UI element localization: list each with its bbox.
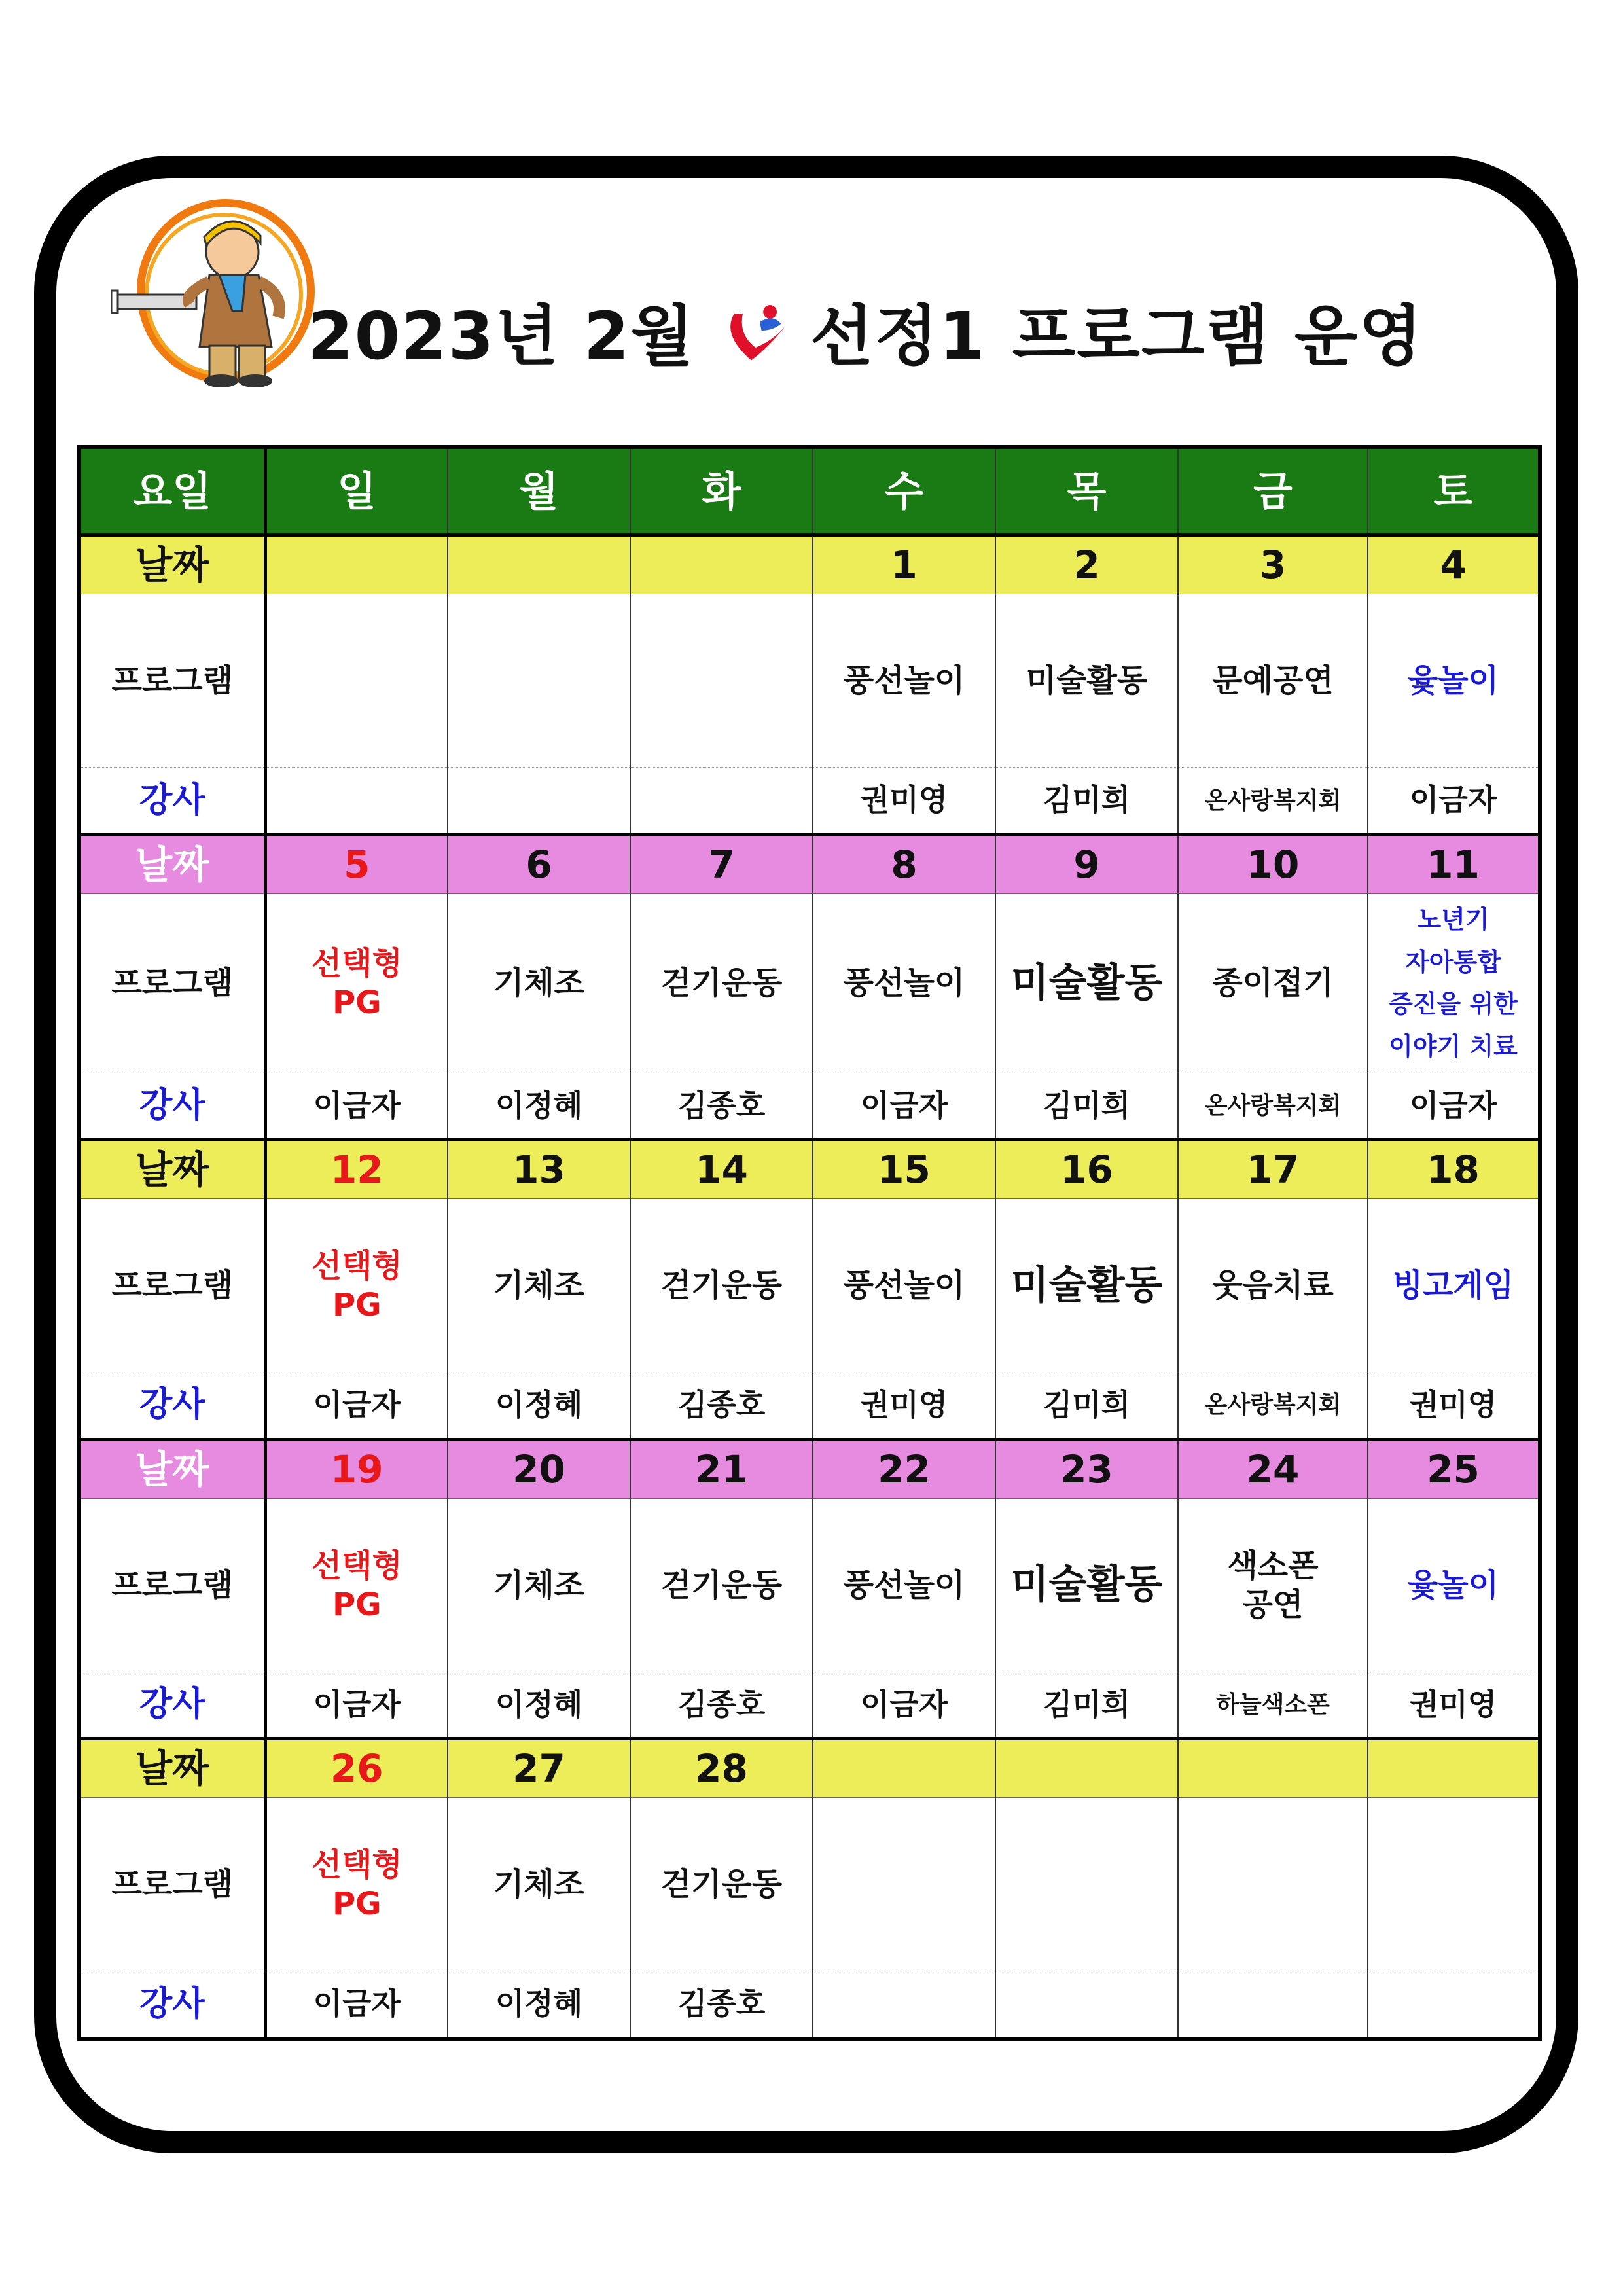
row-label-program: 프로그램 bbox=[79, 594, 265, 768]
program-cell bbox=[448, 594, 630, 768]
title-suffix: 프로그램 운영 bbox=[1012, 298, 1424, 374]
program-cell bbox=[630, 594, 813, 768]
date-cell: 24 bbox=[1178, 1439, 1368, 1498]
program-cell: 윷놀이 bbox=[1368, 1498, 1540, 1672]
date-cell bbox=[265, 535, 448, 594]
teacher-cell: 이정혜 bbox=[448, 1372, 630, 1440]
program-row bbox=[79, 1199, 1540, 1372]
program-cell: 미술활동 bbox=[995, 893, 1178, 1073]
weekday-thu: 목 bbox=[995, 447, 1178, 535]
teacher-cell: 김종호 bbox=[630, 1073, 813, 1140]
date-cell bbox=[813, 1739, 995, 1798]
row-label-date: 날짜 bbox=[79, 1439, 265, 1498]
date-cell: 15 bbox=[813, 1140, 995, 1199]
weekday-mon: 월 bbox=[448, 447, 630, 535]
program-cell bbox=[1178, 1798, 1368, 1971]
program-cell bbox=[995, 1798, 1178, 1971]
teacher-row bbox=[79, 768, 1540, 835]
teacher-row bbox=[79, 1073, 1540, 1140]
program-row bbox=[79, 1498, 1540, 1672]
program-cell: 풍선놀이 bbox=[813, 1498, 995, 1672]
program-cell: 미술활동 bbox=[995, 1199, 1178, 1372]
program-cell: 윷놀이 bbox=[1368, 594, 1540, 768]
date-cell: 27 bbox=[448, 1739, 630, 1798]
program-cell: 걷기운동 bbox=[630, 1199, 813, 1372]
teacher-cell: 하늘색소폰 bbox=[1178, 1672, 1368, 1739]
teacher-cell: 이금자 bbox=[1368, 1073, 1540, 1140]
date-cell bbox=[630, 535, 813, 594]
date-cell bbox=[995, 1739, 1178, 1798]
weekday-label: 요일 bbox=[79, 447, 265, 535]
row-label-program: 프로그램 bbox=[79, 1498, 265, 1672]
date-cell: 11 bbox=[1368, 834, 1540, 893]
program-cell bbox=[1368, 1798, 1540, 1971]
program-cell: 종이접기 bbox=[1178, 893, 1368, 1073]
teacher-cell: 이정혜 bbox=[448, 1672, 630, 1739]
date-cell: 28 bbox=[630, 1739, 813, 1798]
teacher-cell: 권미영 bbox=[1368, 1372, 1540, 1440]
date-cell bbox=[1368, 1739, 1540, 1798]
teacher-cell: 이금자 bbox=[265, 1073, 448, 1140]
teacher-cell: 김미희 bbox=[995, 1073, 1178, 1140]
row-label-program: 프로그램 bbox=[79, 1798, 265, 1971]
program-cell: 걷기운동 bbox=[630, 1798, 813, 1971]
weekday-fri: 금 bbox=[1178, 447, 1368, 535]
teacher-cell bbox=[1178, 1971, 1368, 2039]
row-label-teacher: 강사 bbox=[79, 1672, 265, 1739]
program-row bbox=[79, 594, 1540, 768]
date-cell: 4 bbox=[1368, 535, 1540, 594]
program-calendar-table bbox=[77, 445, 1542, 2041]
row-label-date: 날짜 bbox=[79, 1739, 265, 1798]
teacher-cell: 온사랑복지회 bbox=[1178, 1372, 1368, 1440]
teacher-cell: 이금자 bbox=[265, 1672, 448, 1739]
program-cell: 선택형 PG bbox=[265, 893, 448, 1073]
date-cell: 1 bbox=[813, 535, 995, 594]
program-cell bbox=[265, 594, 448, 768]
teacher-cell bbox=[1368, 1971, 1540, 2039]
program-cell: 걷기운동 bbox=[630, 1498, 813, 1672]
program-cell: 기체조 bbox=[448, 1199, 630, 1372]
title-year-month: 2023년 2월 bbox=[308, 298, 695, 374]
row-label-date: 날짜 bbox=[79, 1140, 265, 1199]
date-cell: 8 bbox=[813, 834, 995, 893]
date-cell: 14 bbox=[630, 1140, 813, 1199]
teacher-cell: 김미희 bbox=[995, 1372, 1178, 1440]
teacher-cell: 권미영 bbox=[813, 1372, 995, 1440]
date-row bbox=[79, 535, 1540, 594]
teacher-row bbox=[79, 1672, 1540, 1739]
teacher-cell: 온사랑복지회 bbox=[1178, 1073, 1368, 1140]
program-cell: 풍선놀이 bbox=[813, 1199, 995, 1372]
program-row bbox=[79, 893, 1540, 1073]
date-cell: 20 bbox=[448, 1439, 630, 1498]
date-cell: 5 bbox=[265, 834, 448, 893]
date-cell: 13 bbox=[448, 1140, 630, 1199]
teacher-cell: 이금자 bbox=[265, 1971, 448, 2039]
row-label-date: 날짜 bbox=[79, 834, 265, 893]
program-cell: 기체조 bbox=[448, 1798, 630, 1971]
program-cell: 웃음치료 bbox=[1178, 1199, 1368, 1372]
date-cell: 3 bbox=[1178, 535, 1368, 594]
date-cell: 18 bbox=[1368, 1140, 1540, 1199]
date-row bbox=[79, 1140, 1540, 1199]
date-cell bbox=[448, 535, 630, 594]
weekday-tue: 화 bbox=[630, 447, 813, 535]
teacher-cell bbox=[630, 768, 813, 835]
weekday-sun: 일 bbox=[265, 447, 448, 535]
date-cell: 7 bbox=[630, 834, 813, 893]
row-label-teacher: 강사 bbox=[79, 768, 265, 835]
teacher-cell bbox=[995, 1971, 1178, 2039]
date-cell: 25 bbox=[1368, 1439, 1540, 1498]
row-label-teacher: 강사 bbox=[79, 1372, 265, 1440]
teacher-cell bbox=[265, 768, 448, 835]
program-cell: 기체조 bbox=[448, 1498, 630, 1672]
date-cell: 17 bbox=[1178, 1140, 1368, 1199]
teacher-cell: 김미희 bbox=[995, 1672, 1178, 1739]
row-label-teacher: 강사 bbox=[79, 1073, 265, 1140]
teacher-cell: 권미영 bbox=[813, 768, 995, 835]
teacher-cell: 온사랑복지회 bbox=[1178, 768, 1368, 835]
date-cell: 6 bbox=[448, 834, 630, 893]
date-cell: 2 bbox=[995, 535, 1178, 594]
program-cell: 색소폰 공연 bbox=[1178, 1498, 1368, 1672]
program-cell: 선택형 PG bbox=[265, 1498, 448, 1672]
teacher-cell: 김종호 bbox=[630, 1372, 813, 1440]
teacher-cell: 이정혜 bbox=[448, 1971, 630, 2039]
teacher-cell: 이금자 bbox=[1368, 768, 1540, 835]
program-row bbox=[79, 1798, 1540, 1971]
program-cell: 선택형 PG bbox=[265, 1798, 448, 1971]
date-cell: 22 bbox=[813, 1439, 995, 1498]
teacher-cell: 김종호 bbox=[630, 1672, 813, 1739]
teacher-cell: 권미영 bbox=[1368, 1672, 1540, 1739]
title-org-name: 선정1 bbox=[810, 298, 986, 374]
date-cell bbox=[1178, 1739, 1368, 1798]
weekday-header-row bbox=[79, 447, 1540, 535]
date-row bbox=[79, 1739, 1540, 1798]
program-cell: 미술활동 bbox=[995, 1498, 1178, 1672]
teacher-row bbox=[79, 1971, 1540, 2039]
program-cell: 미술활동 bbox=[995, 594, 1178, 768]
teacher-cell bbox=[448, 768, 630, 835]
date-cell: 21 bbox=[630, 1439, 813, 1498]
program-cell: 풍선놀이 bbox=[813, 893, 995, 1073]
date-cell: 19 bbox=[265, 1439, 448, 1498]
row-label-date: 날짜 bbox=[79, 535, 265, 594]
teacher-cell bbox=[813, 1971, 995, 2039]
row-label-teacher: 강사 bbox=[79, 1971, 265, 2039]
date-cell: 16 bbox=[995, 1140, 1178, 1199]
teacher-cell: 김미희 bbox=[995, 768, 1178, 835]
program-cell: 걷기운동 bbox=[630, 893, 813, 1073]
row-label-program: 프로그램 bbox=[79, 893, 265, 1073]
weekday-wed: 수 bbox=[813, 447, 995, 535]
teacher-cell: 이금자 bbox=[813, 1073, 995, 1140]
program-cell: 문예공연 bbox=[1178, 594, 1368, 768]
date-row bbox=[79, 1439, 1540, 1498]
date-cell: 23 bbox=[995, 1439, 1178, 1498]
teacher-cell: 이정혜 bbox=[448, 1073, 630, 1140]
date-row bbox=[79, 834, 1540, 893]
date-cell: 10 bbox=[1178, 834, 1368, 893]
row-label-program: 프로그램 bbox=[79, 1199, 265, 1372]
program-cell: 기체조 bbox=[448, 893, 630, 1073]
date-cell: 26 bbox=[265, 1739, 448, 1798]
program-cell: 선택형 PG bbox=[265, 1199, 448, 1372]
program-cell: 풍선놀이 bbox=[813, 594, 995, 768]
teacher-row bbox=[79, 1372, 1540, 1440]
page-title bbox=[308, 275, 1423, 386]
mascot-illustration bbox=[111, 196, 321, 393]
heart-logo-icon bbox=[717, 288, 802, 373]
program-cell bbox=[813, 1798, 995, 1971]
teacher-cell: 김종호 bbox=[630, 1971, 813, 2039]
date-cell: 12 bbox=[265, 1140, 448, 1199]
weekday-sat: 토 bbox=[1368, 447, 1540, 535]
program-cell: 빙고게임 bbox=[1368, 1199, 1540, 1372]
teacher-cell: 이금자 bbox=[813, 1672, 995, 1739]
teacher-cell: 이금자 bbox=[265, 1372, 448, 1440]
program-cell: 노년기 자아통합 증진을 위한 이야기 치료 bbox=[1368, 893, 1540, 1073]
date-cell: 9 bbox=[995, 834, 1178, 893]
